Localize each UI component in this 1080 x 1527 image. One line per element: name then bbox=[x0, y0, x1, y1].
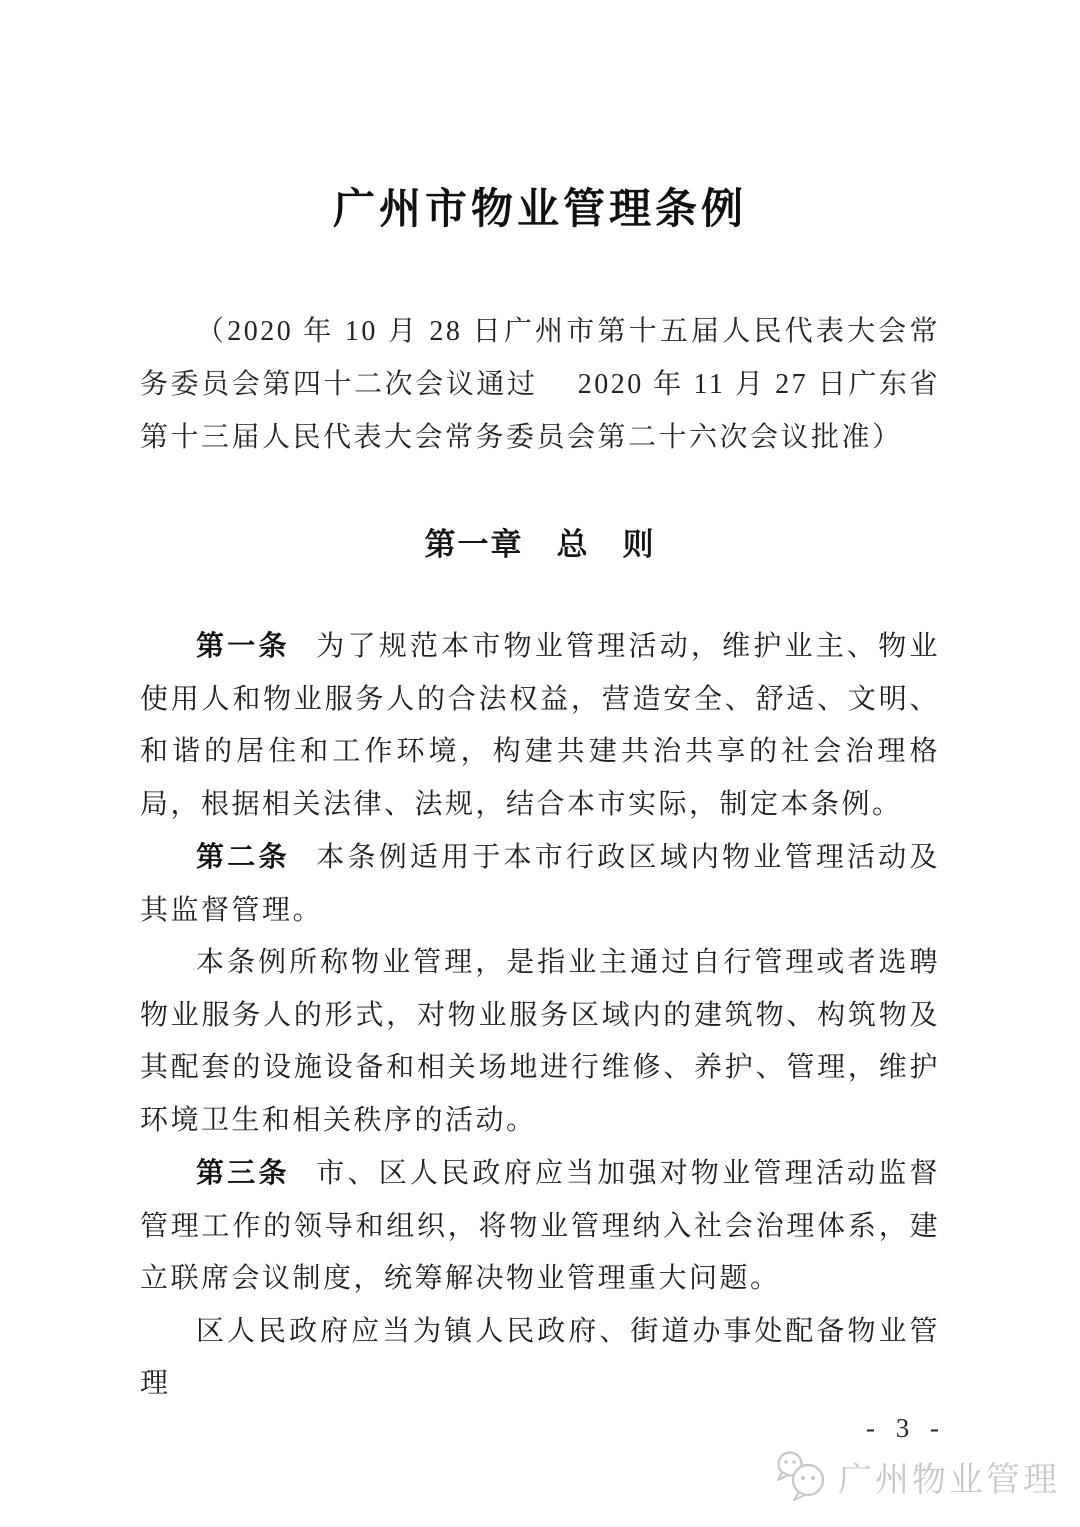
wechat-icon bbox=[774, 1449, 830, 1503]
watermark bbox=[774, 1449, 1060, 1503]
article-2-text: 本条例适用于本市行政区域内物业管理活动及其监督管理。 bbox=[140, 842, 940, 926]
article-2-definition-text: 本条例所称物业管理，是指业主通过自行管理或者选聘物业服务人的形式，对物业服务区域内的建筑物、构筑物及其配套的设施设备和相关场地进行维修、养护、管理，维护环境卫生和相关秩序的活动。 bbox=[140, 947, 940, 1136]
article-2-definition-paragraph bbox=[140, 937, 940, 1147]
article-3-paragraph bbox=[140, 1147, 940, 1306]
preamble: （2020 年 10 月 28 日广州市第十五届人民代表大会常务委员会第四十二次会议通过 2020 年 11 月 27 日广东省第十三届人民代表大会常务委员会第二十六次会议批准） bbox=[140, 316, 940, 453]
document-body bbox=[140, 620, 940, 1411]
article-2-label: 第二条 bbox=[196, 841, 290, 872]
chapter-heading: 第一章 总 则 bbox=[424, 527, 656, 562]
article-3-text: 市、区人民政府应当加强对物业管理活动监督管理工作的领导和组织，将物业管理纳入社会治理体系，建立联席会议制度，统筹解决物业管理重大问题。 bbox=[140, 1158, 940, 1294]
watermark-text: 广州物业管理 bbox=[838, 1460, 1060, 1499]
article-3-continued-text: 区人民政府应当为镇人民政府、街道办事处配备物业管理 bbox=[140, 1315, 940, 1399]
page-title: 广州市物业管理条例 bbox=[332, 187, 747, 233]
article-1-paragraph bbox=[140, 620, 940, 831]
article-3-continued-paragraph bbox=[140, 1306, 940, 1411]
article-1-label: 第一条 bbox=[196, 630, 290, 661]
article-2-paragraph bbox=[140, 831, 940, 937]
article-1-text: 为了规范本市物业管理活动，维护业主、物业使用人和物业服务人的合法权益，营造安全、舒适、文明、和谐的居住和工作环境，构建共建共治共享的社会治理格局，根据相关法律、法规，结合本市实际，制定本条例。 bbox=[140, 631, 940, 820]
article-3-label: 第三条 bbox=[196, 1157, 290, 1188]
page-number: - 3 - bbox=[866, 1413, 946, 1443]
